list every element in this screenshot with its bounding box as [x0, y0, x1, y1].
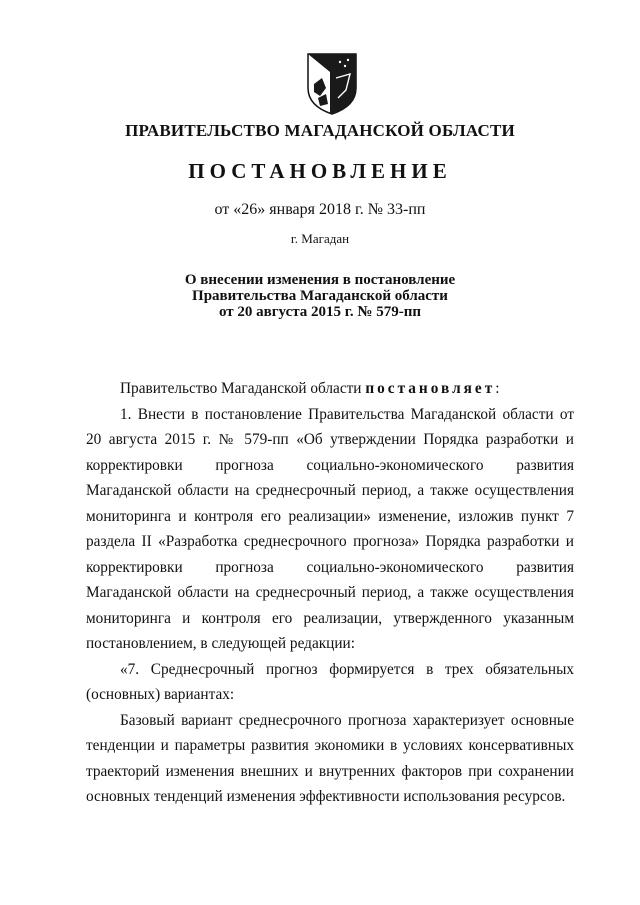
body-paragraph: «7. Среднесрочный прогноз формируется в трех обязательных (основных) вариантах:: [86, 660, 574, 703]
subject-line: О внесении изменения в постановление: [184, 272, 456, 288]
subject-line: от 20 августа 2015 г. № 579-пп: [218, 304, 422, 320]
intro-resolves: постановляет: [365, 380, 496, 397]
body-paragraph: Базовый вариант среднесрочного прогноза характеризует основные тенденции и параметры развития экономики в условиях консервативных траекторий изменения внешних и внутренних факторов при сохранении основных тенденций изменения эффективности использования ресурсов.: [86, 711, 574, 805]
intro-suffix: :: [495, 380, 500, 397]
document-body: [86, 376, 574, 810]
intro-prefix: Правительство Магаданской области: [120, 380, 362, 397]
subject-line: Правительства Магаданской области: [192, 288, 448, 304]
government-title: ПРАВИТЕЛЬСТВО МАГАДАНСКОЙ ОБЛАСТИ: [125, 121, 515, 140]
body-paragraph: 1. Внести в постановление Правительства Магаданской области от 20 августа 2015 г. № 579-пп «Об утверждении Порядка разработки и корректировки прогноза социально-экономического развития Магаданской области на среднесрочный период, а также осуществления мониторинга и контроля его реализации» изменение, изложив пункт 7 раздела II «Разработка среднесрочного прогноза» Порядка разработки и корректировки прогноза социально-экономического развития Магаданской области на среднесрочный период, а также осуществления мониторинга и контроля его реализации, утвержденного указанным постановлением, в следующей редакции:: [86, 405, 574, 652]
coat-of-arms-icon: [300, 48, 364, 116]
intro-paragraph: [86, 376, 574, 402]
document-type: ПОСТАНОВЛЕНИЕ: [188, 159, 452, 183]
document-city: г. Магадан: [290, 231, 350, 246]
document-date-number: от «26» января 2018 г. № 33-пп: [214, 201, 426, 218]
document-subject: [0, 272, 640, 320]
